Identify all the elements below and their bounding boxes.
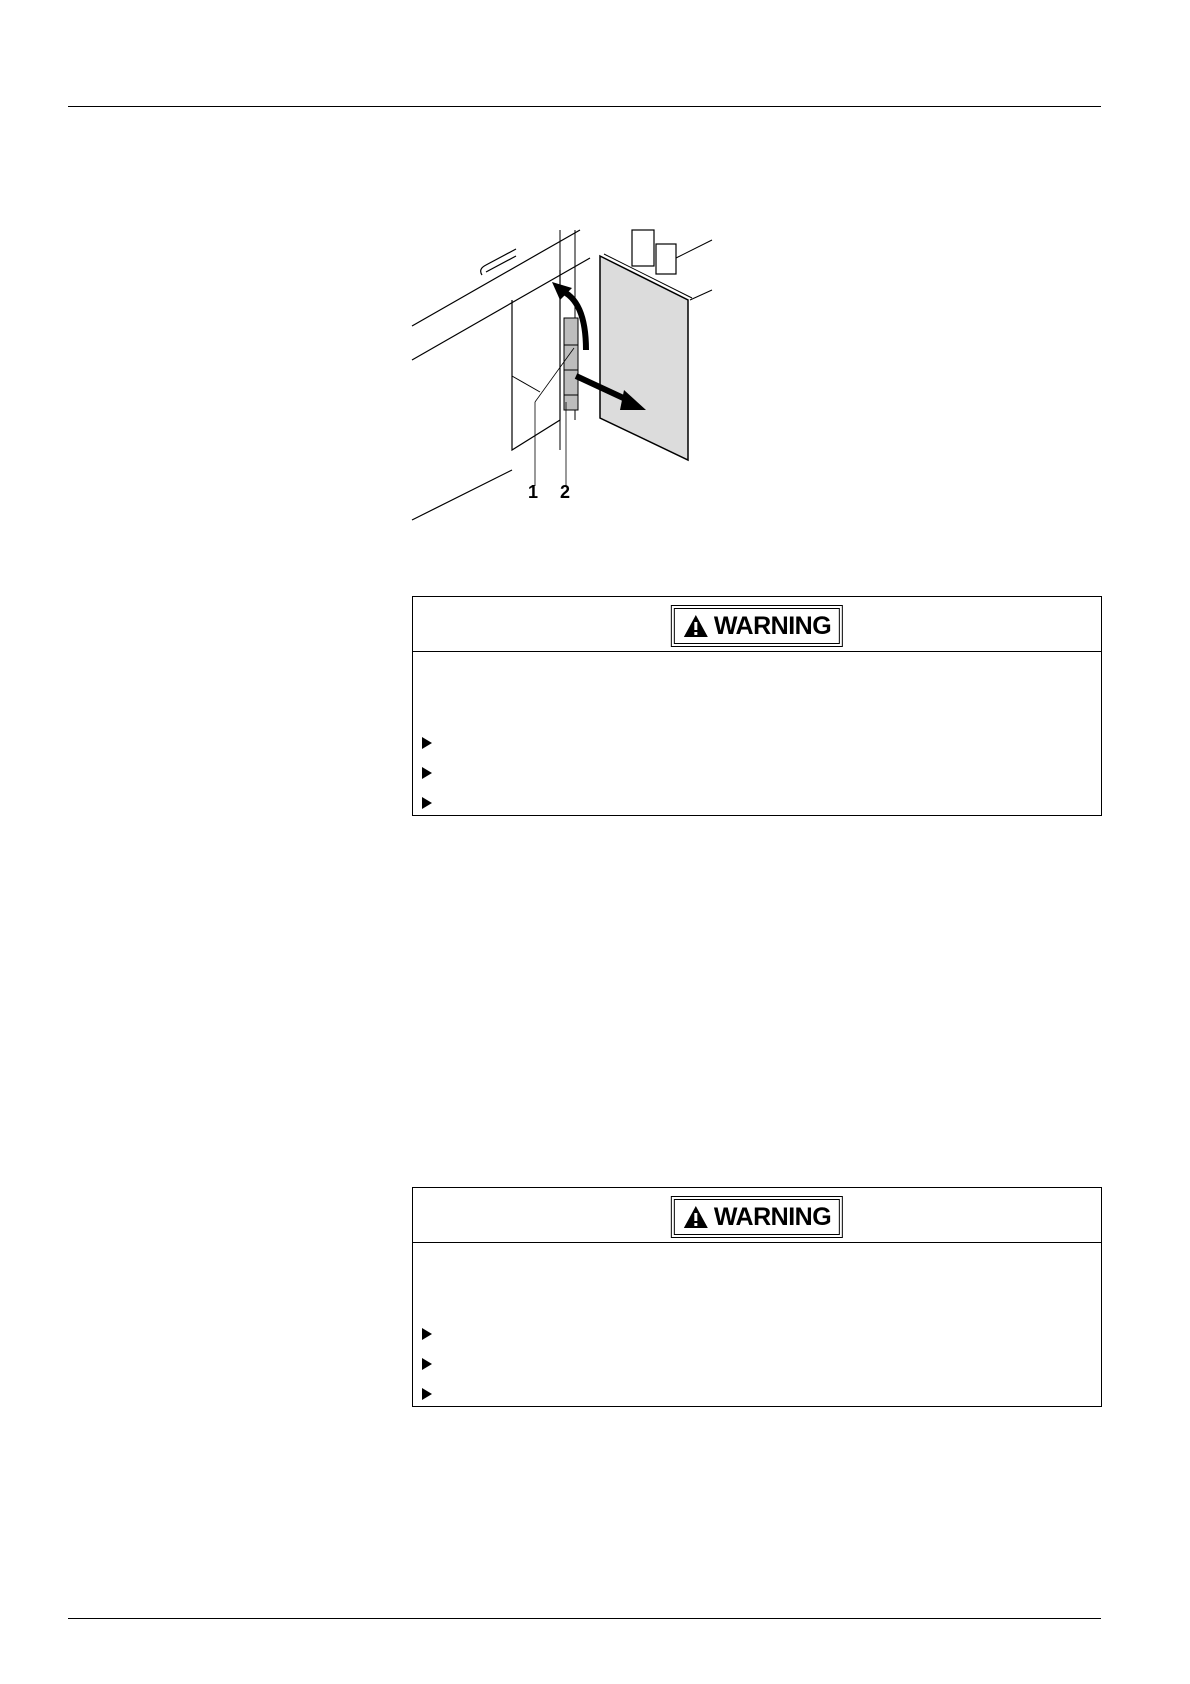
bullet-triangle-icon: [421, 766, 433, 780]
warning-triangle-icon: [683, 1205, 709, 1229]
warning-signal-panel: [671, 1196, 843, 1238]
warning-signal-word: WARNING: [713, 1202, 832, 1231]
warning-box: [412, 596, 1102, 816]
footer-rule: [68, 1618, 1101, 1619]
warning-signal-word: WARNING: [713, 611, 832, 640]
warning-signal-panel: [671, 605, 843, 647]
warning-header: [413, 1188, 1101, 1243]
warning-body: [413, 1243, 1101, 1407]
warning-header: [413, 597, 1101, 652]
device-door-illustration: [400, 220, 730, 530]
bullet-triangle-icon: [421, 796, 433, 810]
bullet-triangle-icon: [421, 1387, 433, 1401]
warning-body: [413, 652, 1101, 816]
callout-2: 2: [560, 482, 571, 502]
header-rule: [68, 106, 1101, 107]
bullet-triangle-icon: [421, 736, 433, 750]
bullet-triangle-icon: [421, 1327, 433, 1341]
warning-box: [412, 1187, 1102, 1407]
warning-triangle-icon: [683, 614, 709, 638]
callout-1: 1: [528, 482, 539, 502]
bullet-triangle-icon: [421, 1357, 433, 1371]
